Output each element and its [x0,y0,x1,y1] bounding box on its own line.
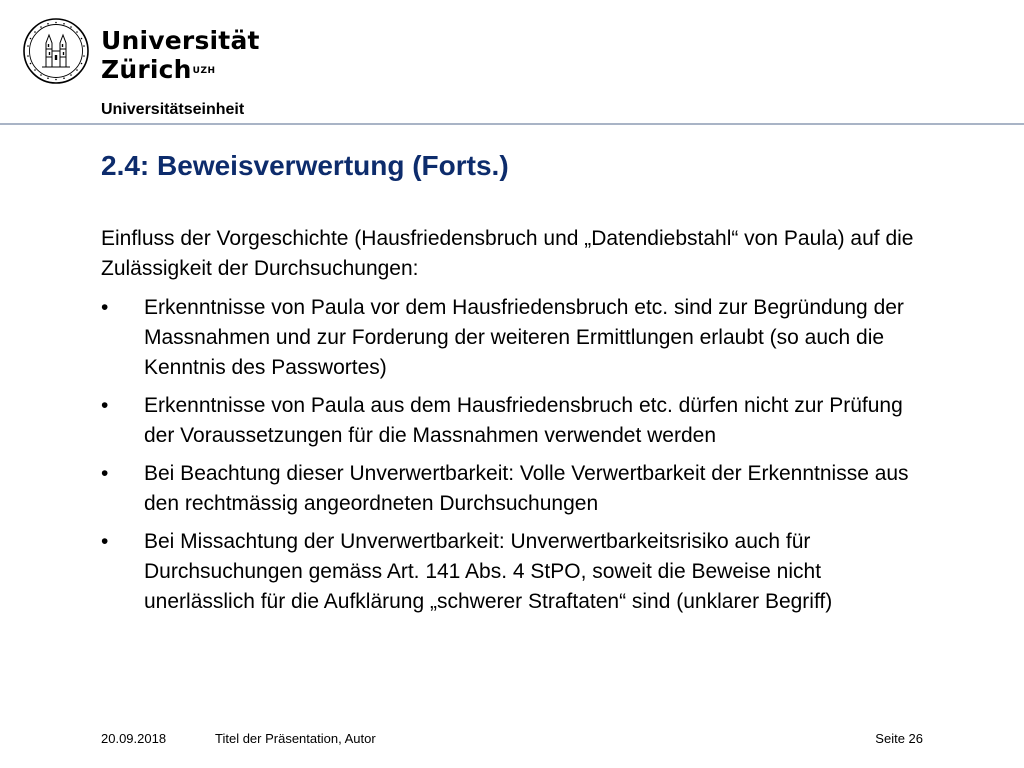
bullet-list [101,293,931,617]
bullet-text: Erkenntnisse von Paula aus dem Hausfriedensbruch etc. dürfen nicht zur Prüfung der Voraussetzungen für die Massnahmen verwendet werden [144,394,903,447]
bullet-item [101,459,931,519]
bullet-text: Erkenntnisse von Paula vor dem Hausfriedensbruch etc. sind zur Begründung der Massnahmen und zur Forderung der weiteren Ermittlungen erlaubt (so auch die Kenntnis des Passwortes) [144,296,904,379]
university-name-line2: Zürich [101,55,192,84]
bullet-marker: • [101,462,109,485]
bullet-marker: • [101,530,109,553]
bullet-item [101,293,931,383]
slide-content [101,224,931,625]
bullet-item [101,391,931,451]
bullet-text: Bei Beachtung dieser Unverwertbarkeit: Volle Verwertbarkeit der Erkenntnisse aus den rechtmässig angeordneten Durchsuchungen [144,462,909,515]
footer-page-number: Seite 26 [875,731,923,746]
university-abbreviation: UZH [192,66,216,76]
header-divider [0,123,1024,125]
university-seal-logo [22,17,90,85]
slide-title: 2.4: Beweisverwertung (Forts.) [101,150,509,181]
university-unit-label: Universitätseinheit [101,101,245,118]
bullet-marker: • [101,296,109,319]
intro-paragraph: Einfluss der Vorgeschichte (Hausfriedensbruch und „Datendiebstahl“ von Paula) auf die Zulässigkeit der Durchsuchungen: [101,227,914,280]
university-name-line1: Universität [101,26,260,55]
footer-presentation-title: Titel der Präsentation, Autor [215,731,376,746]
bullet-text: Bei Missachtung der Unverwertbarkeit: Unverwertbarkeitsrisiko auch für Durchsuchungen gemäss Art. 141 Abs. 4 StPO, soweit die Beweise nicht unerlässlich für die Aufklärung „schwerer Straftaten“ sind (unklarer Begriff) [144,530,833,613]
university-wordmark [101,26,260,84]
bullet-marker: • [101,394,109,417]
bullet-item [101,527,931,617]
footer-date: 20.09.2018 [101,731,167,746]
